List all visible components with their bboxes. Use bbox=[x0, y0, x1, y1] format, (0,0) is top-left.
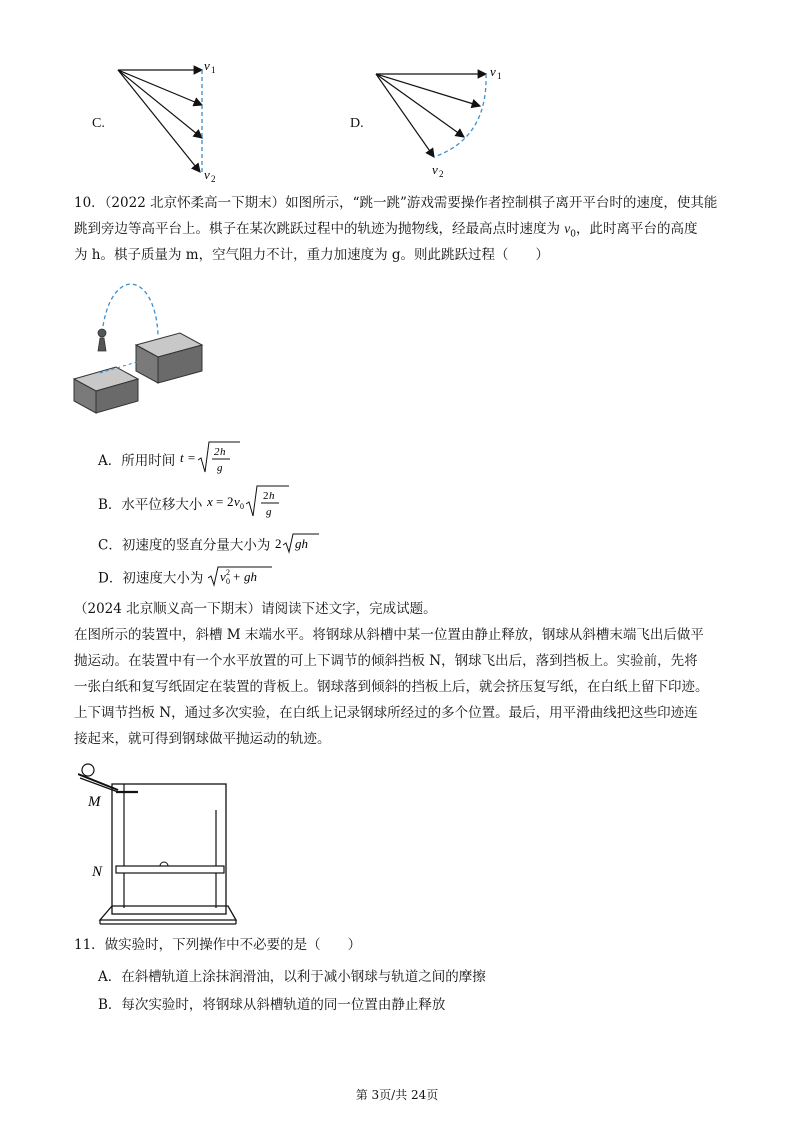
svg-text:=: = bbox=[215, 494, 224, 509]
q10-option-c bbox=[98, 532, 325, 560]
passage-header: （2024 北京顺义高一下期末）请阅读下述文字，完成试题。 bbox=[74, 601, 437, 617]
q10-option-d-math bbox=[208, 565, 274, 593]
svg-text:v: v bbox=[219, 569, 226, 584]
svg-text:x: x bbox=[206, 494, 213, 509]
q10-line2-a: 跳到旁边等高平台上。棋子在某次跳跃过程中的轨迹为抛物线，经最高点时速度为 bbox=[74, 221, 565, 237]
option-c-label: C. bbox=[92, 116, 105, 131]
q11-stem: 11．做实验时，下列操作中不必要的是（ ） bbox=[74, 937, 362, 953]
v2-label-d: v bbox=[432, 162, 438, 177]
jump-game-figure bbox=[70, 275, 210, 415]
svg-text:t: t bbox=[179, 450, 184, 465]
svg-text:0: 0 bbox=[239, 502, 244, 511]
passage-line-3: 一张白纸和复写纸固定在装置的背板上。钢球落到倾斜的挡板上后，就会挤压复写纸，在白纸上留下印迹。 bbox=[74, 679, 709, 695]
formula-d bbox=[208, 565, 274, 587]
label-n: N bbox=[92, 864, 103, 880]
q10-option-a bbox=[98, 438, 242, 485]
passage-line-5: 接起来，就可得到钢球做平抛运动的轨迹。 bbox=[74, 731, 331, 747]
v2-sub-c: 2 bbox=[211, 174, 216, 184]
q10-line1: 10．（2022 北京怀柔高一下期末）如图所示，“跳一跳”游戏需要操作者控制棋子离开平台时的速度，使其能 bbox=[74, 195, 718, 211]
v2-sub-d: 2 bbox=[439, 169, 444, 179]
v1-sub-d: 1 bbox=[497, 71, 502, 81]
apparatus-figure bbox=[78, 760, 248, 930]
option-d-label: D. bbox=[350, 116, 364, 131]
q10-option-b-math bbox=[207, 482, 297, 529]
svg-text:+: + bbox=[232, 569, 240, 584]
svg-text:gh: gh bbox=[294, 536, 308, 551]
q10-option-d-text: D．初速度大小为 bbox=[98, 570, 208, 587]
v2-label-c: v bbox=[204, 167, 210, 182]
q10-v0-sub: 0 bbox=[570, 229, 577, 240]
svg-text:g: g bbox=[265, 506, 272, 518]
formula-b bbox=[207, 482, 297, 522]
passage-line-4: 上下调节挡板 N，通过多次实验，在白纸上记录钢球所经过的多个位置。最后，用平滑曲线把这些印迹连 bbox=[74, 705, 698, 721]
svg-text:=: = bbox=[186, 450, 196, 465]
svg-text:v: v bbox=[233, 494, 240, 509]
q11-option-b: B．每次实验时，将钢球从斜槽轨道的同一位置由静止释放 bbox=[98, 997, 446, 1013]
svg-text:2: 2 bbox=[274, 536, 282, 551]
q10-option-b-text: B．水平位移大小 bbox=[98, 497, 207, 513]
svg-text:2: 2 bbox=[226, 494, 234, 509]
q11-option-a: A．在斜槽轨道上涂抹润滑油，以利于减小钢球与轨道之间的摩擦 bbox=[98, 969, 486, 985]
svg-text:2: 2 bbox=[225, 568, 230, 577]
q10-option-d bbox=[98, 565, 274, 593]
svg-text:g: g bbox=[216, 462, 223, 474]
q10-option-a-math bbox=[180, 438, 242, 485]
svg-text:2: 2 bbox=[213, 446, 220, 458]
label-m: M bbox=[88, 794, 101, 810]
q10-option-c-math bbox=[275, 532, 325, 560]
q10-option-b bbox=[98, 482, 297, 529]
q10-line3: 为 h。棋子质量为 m，空气阻力不计，重力加速度为 g。则此跳跃过程（ ） bbox=[74, 247, 550, 263]
formula-a bbox=[180, 438, 242, 478]
q10-option-a-text: A．所用时间 bbox=[98, 453, 180, 469]
passage-line-1: 在图所示的装置中，斜槽 M 末端水平。将钢球从斜槽中某一位置由静止释放，钢球从斜槽末端飞出后做平 bbox=[74, 627, 704, 643]
vector-diagram-c bbox=[110, 55, 240, 185]
v1-sub-c: 1 bbox=[211, 65, 216, 75]
page-footer: 第 3页/共 24页 bbox=[355, 1088, 439, 1102]
v1-label-c: v bbox=[204, 58, 210, 73]
svg-text:2: 2 bbox=[262, 490, 269, 502]
q10-option-c-text: C．初速度的竖直分量大小为 bbox=[98, 537, 275, 554]
svg-text:h: h bbox=[268, 490, 275, 502]
svg-text:gh: gh bbox=[243, 569, 257, 584]
vector-diagram-d bbox=[368, 60, 518, 180]
passage-line-2: 抛运动。在装置中有一个水平放置的可上下调节的倾斜挡板 N，钢球飞出后，落到挡板上。实验前，先将 bbox=[74, 653, 698, 669]
q10-line2-b: ，此时离平台的高度 bbox=[576, 221, 698, 237]
svg-text:0: 0 bbox=[225, 577, 230, 586]
formula-c bbox=[275, 532, 325, 554]
svg-text:h: h bbox=[219, 446, 226, 458]
v1-label-d: v bbox=[490, 64, 496, 79]
q10-v0: v bbox=[564, 221, 571, 236]
